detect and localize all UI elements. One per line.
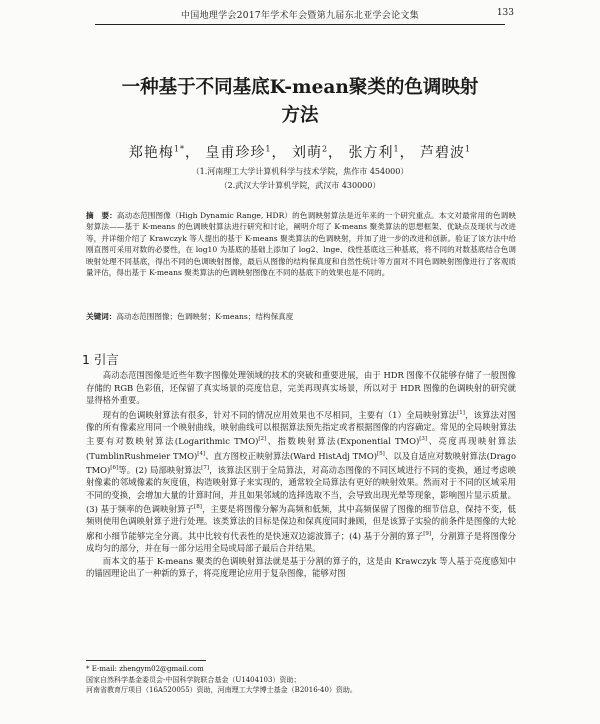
author-affiliation-mark: 1	[393, 144, 400, 154]
keywords-label: 关键词：	[86, 312, 117, 321]
abstract-label: 摘 要：	[86, 211, 117, 220]
footnotes	[86, 664, 516, 696]
section-heading: 1 引言	[82, 352, 119, 367]
abstract	[86, 210, 516, 278]
author-name: 郑艳梅	[128, 145, 174, 161]
text-run: 、直方图校正映射算法(Ward HistAdj TMO)	[205, 450, 377, 461]
running-header-title: 中国地理学会2017年学术年会暨第九届东北亚学会论文集	[180, 11, 419, 21]
citation[interactable]: [9]	[423, 530, 432, 537]
text-run: 、亮度再现映射算法(TumblinRushmeier TMO)	[86, 436, 517, 461]
paragraph: 高动态范围图像是近些年数字图像处理领域的技术的突破和重要进展，由于 HDR 图像不仅能够存储了一般图像存储的 RGB 色彩值，还保留了真实场景的亮度信息，完美再现真实场景，所以对于 HDR 图像的色调映射的研究就显得格外重要。	[86, 370, 516, 405]
text-run: 、指数映射算法(Exponential TMO)	[266, 436, 420, 447]
citation[interactable]: [4]	[197, 450, 206, 457]
title-line-2: 方法	[281, 105, 319, 126]
author-affiliation-mark: 1*	[173, 144, 185, 154]
citation[interactable]: [7]	[201, 464, 209, 471]
author-affiliation-mark: 1	[265, 144, 272, 154]
section-body	[86, 369, 516, 580]
text-run: ，分割算子是将图像分成均匀的部分，并在每一部分运用全局或局部子最后合并结果。	[86, 530, 516, 554]
text-run: 等。(2) 局部映射算法	[118, 464, 202, 475]
text-run: 现有的色调映射算法有很多，针对不同的情况应用效果也不尽相同，主要有（1）全局映射算法	[102, 409, 458, 420]
title-line-1: 一种基于不同基底K-mean聚类的色调映射	[121, 77, 479, 98]
paragraph	[86, 407, 516, 555]
footnote-rule	[86, 660, 206, 661]
footnote-funding: 国家自然科学基金委员会-中国科学院联合基金（U1404103）资助；	[86, 675, 301, 684]
citation[interactable]: [8]	[194, 504, 202, 511]
author-name: 张方利	[348, 145, 394, 161]
keywords-text: 高动态范围图像；色调映射；K-means；结构保真度	[116, 312, 294, 321]
text-run: ，该算法对图像的所有像素应用同一个映射曲线，映射曲线可以根据算法预先指定或者根据图像的内容确定。常见的全局映射算法主要有对数映射算法(Logarithmic TMO)	[86, 409, 517, 447]
citation[interactable]: [2]	[258, 436, 267, 443]
affiliation: （2.武汉大学计算机学院，武汉市 430000）	[219, 181, 381, 190]
footnote-funding: 河南省教育厅项目（16A520055）资助，河南理工大学博士基金（B2016-40）资助。	[86, 686, 357, 694]
author-name: 刘萌	[291, 145, 322, 161]
affiliation: （1.河南理工大学计算机科学与技术学院，焦作市 454000）	[191, 167, 409, 176]
paragraph: 而本文的基于 K-means 聚类的色调映射算法就是基于分割的算子的，这是由 Krawczyk 等人基于亮度感知中的锚固理论出了一种新的算子，将亮度理论应用于复杂图像，能够对图	[86, 555, 516, 579]
paper-title	[60, 74, 540, 130]
citation[interactable]: [1]	[457, 409, 465, 416]
abstract-text: 高动态范围图像（High Dynamic Range, HDR）的色调映射算法是近年来的一个研究重点。本文对最常用的色调映射算法——基于 K-means 的色调映射算法进行研究和讨论，阐明介绍了 K-means 聚类算法的思想框架、优缺点及现状与改进等，并详细介绍了 Krawczyk 等人提出的基于 K-means 聚类算法的色调映射，并加了进一步的改进和创新。验证了该方法中给刚直图可采用对数的必要性，在 log10 为基底的基础上添加了 log2、lnge、线性基底这三种基底，将不同的对数基底结合色调映射处理不同基底，得出不同的色调映射图像，最后从图像的结构保真度和自然性统计等方面对不同色调映射图像进行了客观质量评估，得出基于 K-means 聚类算法的色调映射图像在不同的基底下的效果也是不同的。	[86, 211, 517, 278]
citation[interactable]: [3]	[419, 436, 428, 443]
author-affiliation-mark: 2	[321, 144, 329, 154]
author-name: 芦碧波	[420, 145, 466, 161]
page-number: 133	[496, 8, 514, 18]
keywords	[86, 311, 516, 322]
citation[interactable]: [5]	[376, 450, 385, 457]
text-run: ，主要是将图像分解为高频和低频，其中高频保留了图像的细节信息，保持不变，低频则使用色调映射算子进行处理。该类算法的目标是保边和保真度同时兼顾，但是该算子实验的前条件是图像的大轮廓和小细节能够完全分离。其中比较有代表性的是快速双边滤波算子；(4) 基于分割的算子	[86, 503, 516, 541]
header-rule	[95, 24, 505, 25]
author-affiliation-mark: 1	[465, 144, 472, 154]
author-list: 郑艳梅$^{1*}$， 皇甫珍珍$^1$， 刘萌$^2$， 张方利$^1$， 芦碧波$^1$	[128, 144, 472, 161]
footnote-email: * E-mail: zhengym02@gmail.com	[86, 665, 204, 673]
text-run: 、以及自适应对数映射算法(Drago TMO)	[86, 450, 516, 475]
citation[interactable]: [6]	[110, 464, 119, 471]
author-name: 皇甫珍珍	[205, 145, 266, 161]
text-run: ，该算法区别于全局算法，对高动态图像的不同区域进行不同的变换，通过考虑映射像素的邻域像素的灰度值，构造映射算子来实现的，通常较全局算法有更好的映射效果。然而对于不同的区域采用不同的变换，会增加大量的计算时间，并且如果邻域的选择选取不当，会导致出现光晕等现象，影响图片显示质量。(3) 基于频率的色调映射算子	[86, 464, 517, 514]
